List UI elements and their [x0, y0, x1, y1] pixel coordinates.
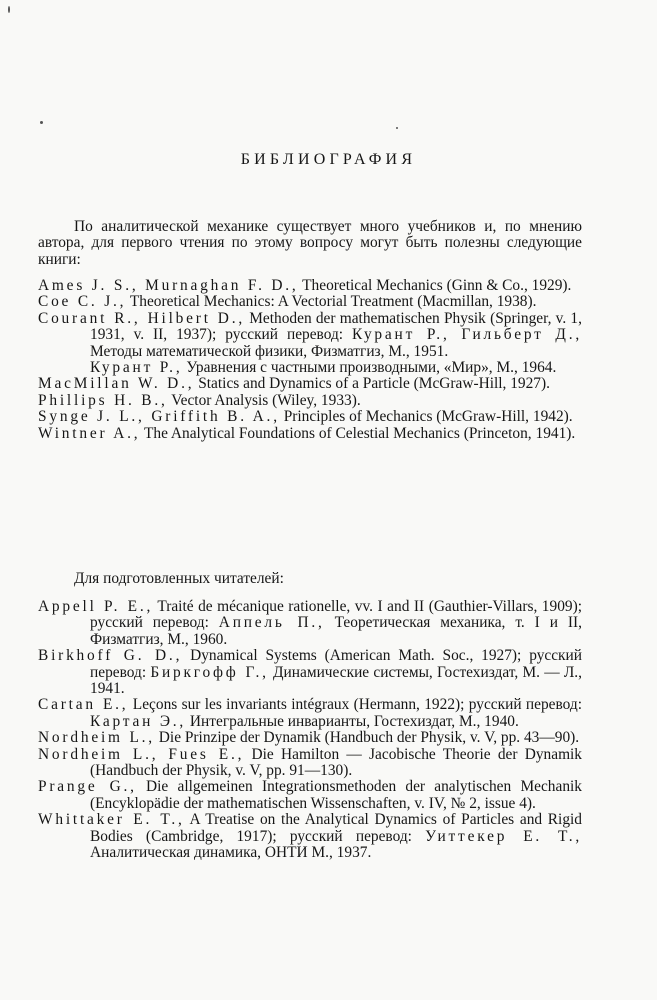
- reference-translation-author: Уиттекер Е. Т.,: [425, 827, 582, 845]
- reference-text: Principles of Mechanics (McGraw-Hill, 1942).: [279, 408, 573, 426]
- reference-translation-text: Аналитическая динамика, ОНТИ М., 1937.: [90, 844, 372, 862]
- reference-author: Whittaker E. T.,: [38, 811, 185, 829]
- reference-entry: [38, 730, 582, 746]
- reference-author: Appell P. E.,: [38, 598, 154, 615]
- reference-translation-author: Аппель П.,: [218, 614, 325, 632]
- reference-text: Leçons sur les invariants intégraux (Hermann, 1922); русский перевод:: [128, 696, 583, 714]
- reference-author: Nordheim L., Fues E.,: [38, 745, 245, 763]
- reference-entry: [38, 426, 582, 442]
- reference-author: Courant R., Hilbert D.,: [38, 309, 246, 327]
- reference-entry: [38, 779, 582, 812]
- print-speck: [40, 121, 43, 124]
- general-references-list: [38, 278, 582, 442]
- reference-text: Traité de mécanique rationelle, vv. I and II (Gauthier-Villars, 1909); русский перевод:: [90, 598, 582, 632]
- reference-author: Wintner A.,: [38, 424, 141, 442]
- reference-text: Vector Analysis (Wiley, 1933).: [167, 391, 361, 409]
- reference-text: Theoretical Mechanics: A Vectorial Treatment (Macmillan, 1938).: [126, 293, 537, 311]
- reference-text: Dynamical Systems (American Math. Soc., 1927); русский перевод:: [90, 647, 582, 681]
- reference-text: A Treatise on the Analytical Dynamics of Particles and Rigid Bodies (Cambridge, 1917); русский перевод:: [90, 811, 582, 845]
- reference-author: Birkhoff G. D.,: [38, 647, 183, 665]
- print-speck: [8, 6, 10, 13]
- advanced-section-heading: Для подготовленных читателей:: [74, 570, 284, 587]
- reference-text: Statics and Dynamics of a Particle (McGraw-Hill, 1927).: [194, 375, 550, 393]
- reference-translation-text: Теоретическая механика, т. I и II, Физматгиз, М., 1960.: [90, 614, 583, 648]
- reference-author: Курант Р.,: [90, 359, 183, 377]
- intro-paragraph: По аналитической механике существует много учебников и, по мнению автора, для первого чтения по этому вопросу могут быть полезны следующие книги:: [38, 218, 582, 268]
- reference-entry: [38, 747, 582, 780]
- reference-entry: [38, 648, 582, 697]
- reference-text: The Analytical Foundations of Celestial Mechanics (Princeton, 1941).: [140, 424, 576, 442]
- advanced-references-list: [38, 599, 582, 862]
- reference-translation-author: Курант Р., Гильберт Д.,: [352, 326, 582, 344]
- reference-author: Cartan E.,: [38, 696, 129, 714]
- reference-translation-text: Динамические системы, Гостехиздат, М. — Л., 1941.: [90, 663, 582, 698]
- reference-translation-author: Биркгофф Г.,: [150, 663, 269, 681]
- reference-text: Уравнения с частными производными, «Мир», М., 1964.: [182, 359, 557, 377]
- reference-entry: [38, 376, 582, 392]
- reference-translation-author: Картан Э.,: [90, 712, 187, 730]
- reference-author: Coe C. J.,: [38, 293, 127, 311]
- reference-author: MacMillan W. D.,: [38, 375, 195, 393]
- reference-entry: [38, 409, 582, 425]
- reference-author: Ames J. S., Murnaghan F. D.,: [38, 277, 299, 294]
- reference-text: Theoretical Mechanics (Ginn & Co., 1929).: [298, 277, 572, 294]
- reference-entry: [38, 360, 582, 376]
- reference-text: Die Prinzipe der Dynamik (Handbuch der Physik, v. V, pp. 43—90).: [154, 729, 580, 747]
- reference-author: Synge J. L., Griffith B. A.,: [38, 408, 280, 426]
- reference-translation-text: Методы математической физики, Физматгиз, М., 1951.: [90, 342, 449, 360]
- reference-entry: [38, 697, 582, 730]
- reference-text: Methoden der mathematischen Physik (Springer, v. 1, 1931, v. II, 1937); русский перевод:: [90, 309, 582, 344]
- reference-author: Prange G.,: [38, 778, 137, 796]
- bibliography-heading: БИБЛИОГРАФИЯ: [240, 151, 417, 168]
- reference-text: Die allgemeinen Integrationsmethoden der analytischen Mechanik (Encyklopädie der mathematischen Wissenschaften, v. IV, № 2, issue 4).: [90, 778, 582, 812]
- reference-entry: [38, 294, 582, 310]
- reference-author: Phillips H. B.,: [38, 391, 168, 409]
- reference-text: Die Hamilton — Jacobische Theorie der Dynamik (Handbuch der Physik, v. V, pp. 91—130).: [90, 745, 583, 780]
- reference-entry: [38, 393, 582, 409]
- print-speck: [396, 127, 398, 129]
- reference-author: Nordheim L.,: [38, 729, 155, 747]
- reference-entry: [38, 278, 582, 294]
- reference-entry: [38, 311, 582, 360]
- reference-entry: [38, 812, 582, 861]
- reference-entry: [38, 599, 582, 648]
- reference-translation-text: Интегральные инварианты, Гостехиздат, М., 1940.: [186, 712, 519, 730]
